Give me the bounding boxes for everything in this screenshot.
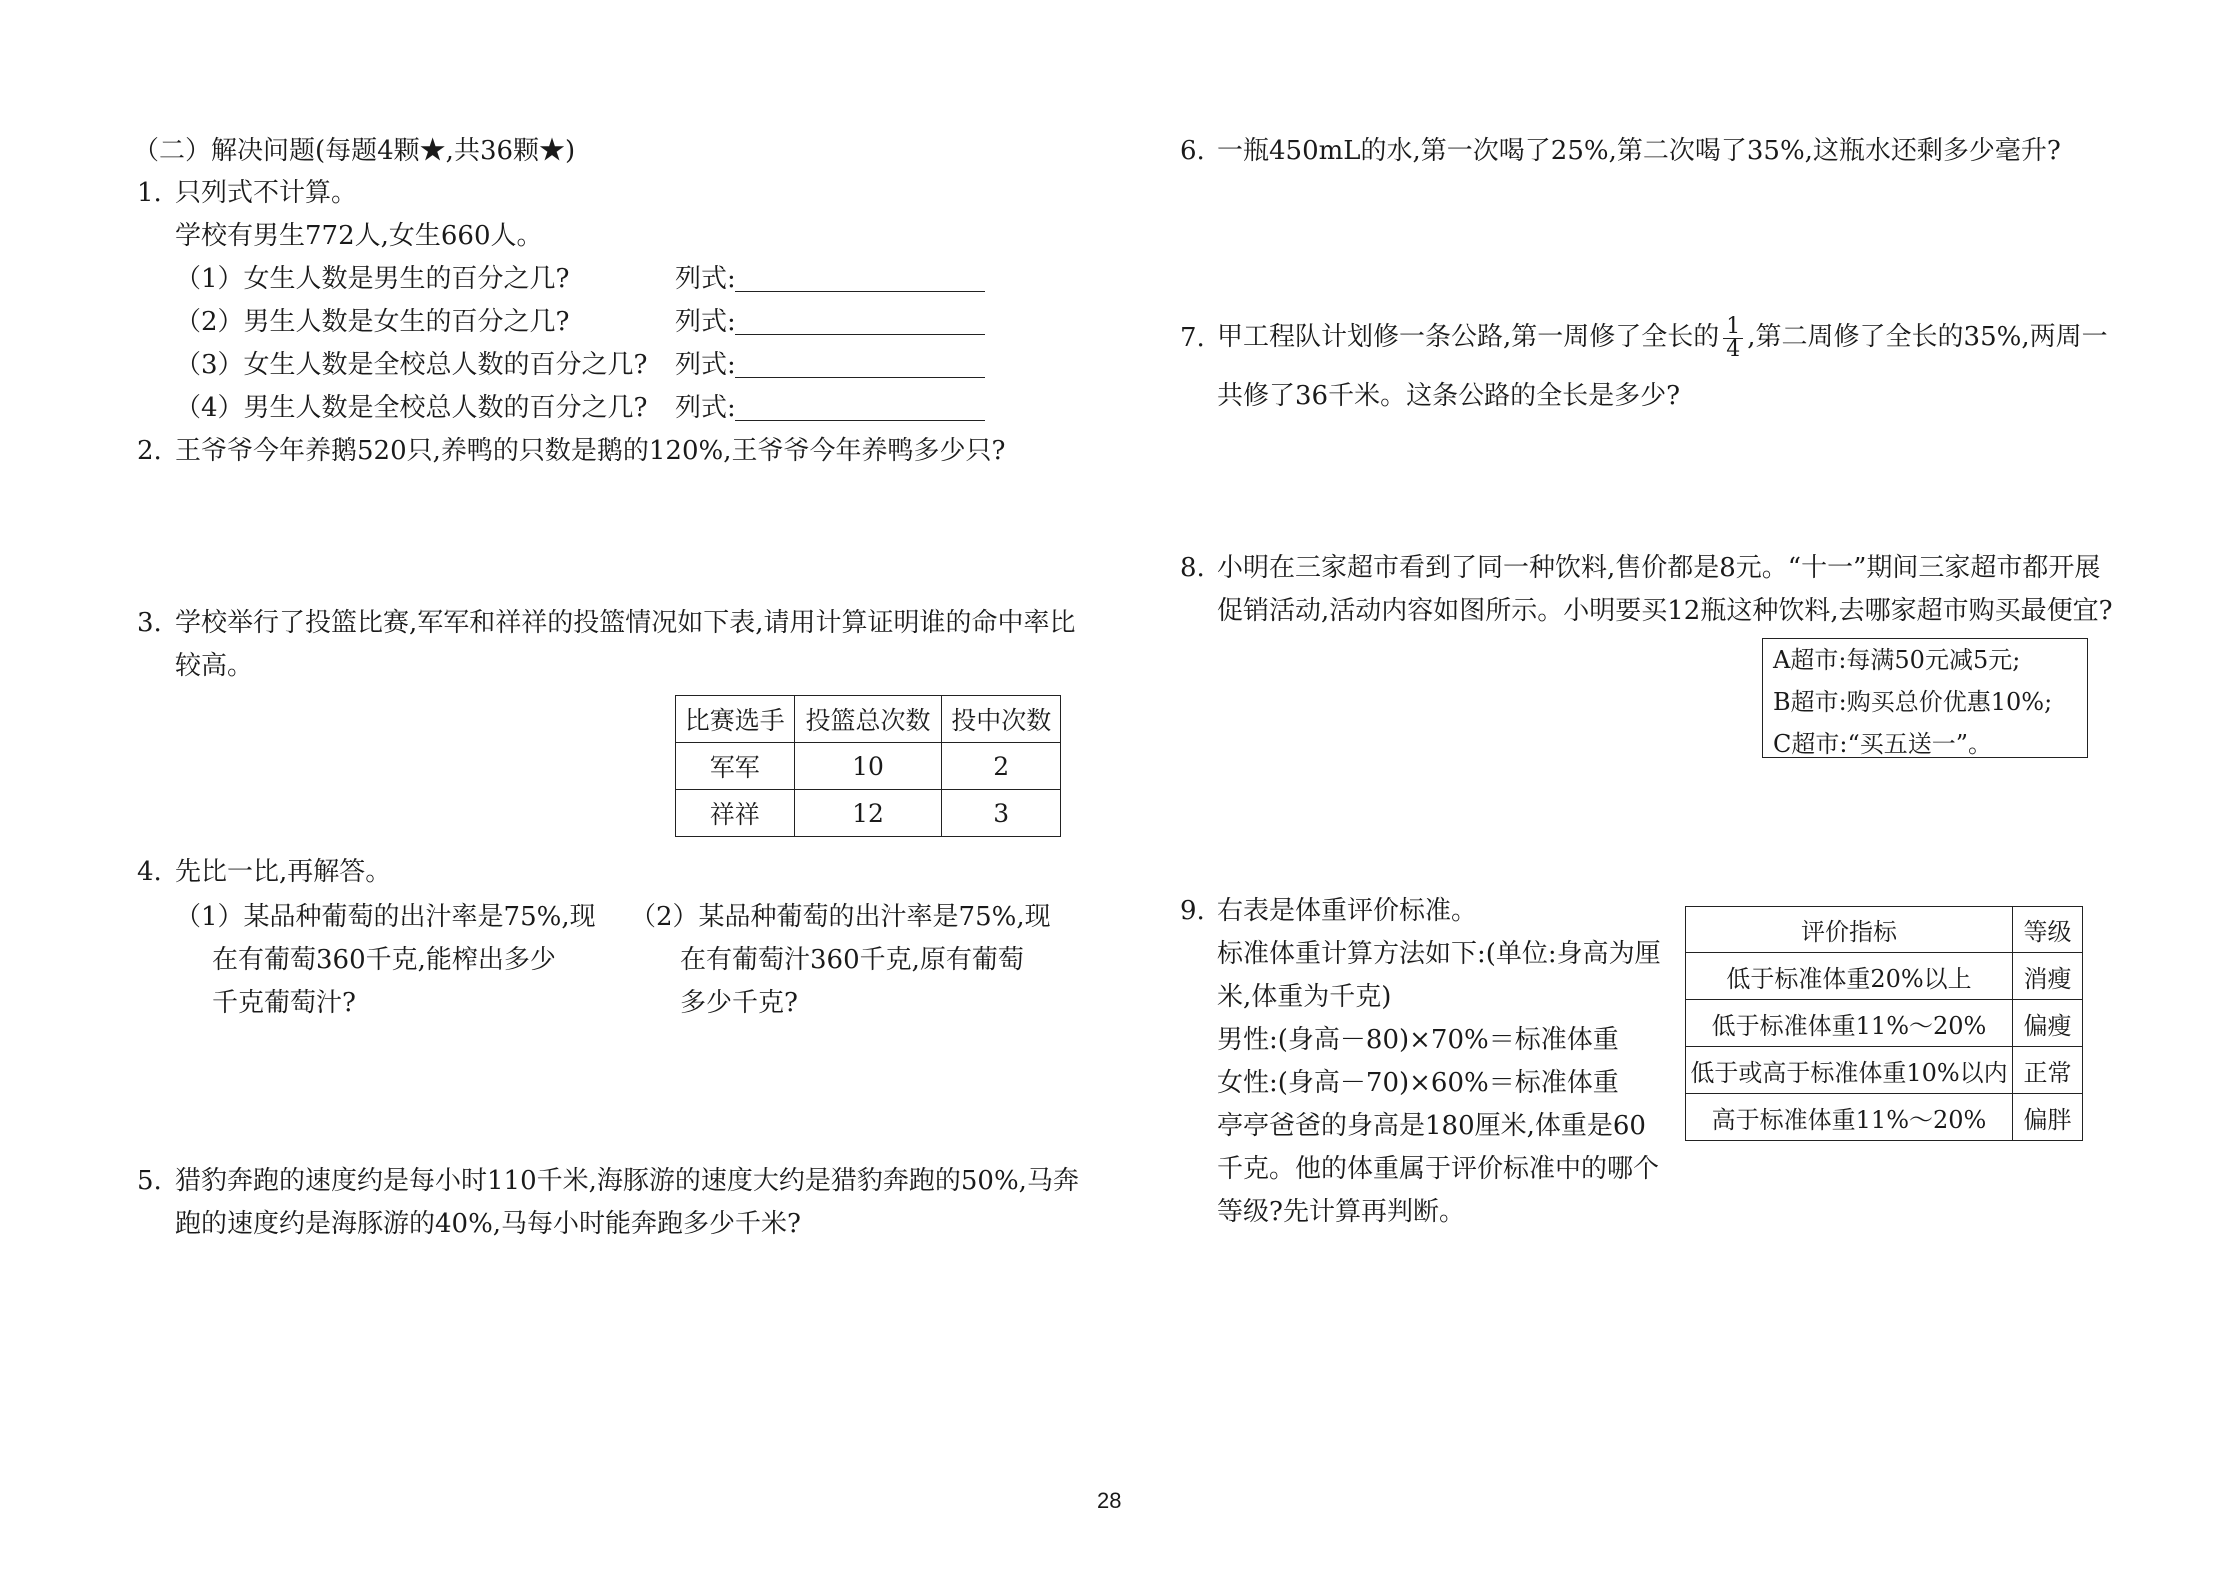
q7-number: 7. — [1180, 323, 1205, 353]
q4-part-2-line3: 多少千克? — [680, 988, 798, 1018]
q5-text-line1: 猎豹奔跑的速度约是每小时110千米,海豚游的速度大约是猎豹奔跑的50%,马奔 — [175, 1166, 1079, 1196]
q4-part-1-line3: 千克葡萄汁? — [212, 988, 356, 1018]
q1-part-2-answer-line[interactable] — [735, 334, 985, 335]
q4-part-2-line2: 在有葡萄汁360千克,原有葡萄 — [680, 945, 1024, 975]
q6-number: 6. — [1180, 136, 1205, 166]
q4-part-2-line1: （2）某品种葡萄的出汁率是75%,现 — [630, 902, 1051, 932]
promotion-c: C超市:“买五送一”。 — [1773, 730, 1992, 758]
q1-part-3-label: 列式: — [675, 350, 736, 380]
table-cell: 偏瘦 — [2013, 1000, 2083, 1047]
table-row — [676, 790, 1061, 837]
fraction-numerator: 1 — [1723, 316, 1743, 339]
table-cell: 偏胖 — [2013, 1094, 2083, 1141]
weight-standard-table — [1685, 906, 2083, 1141]
table-header: 比赛选手 — [676, 696, 795, 743]
q9-text-line3: 米,体重为千克) — [1217, 982, 1392, 1012]
table-cell: 低于标准体重11%～20% — [1686, 1000, 2013, 1047]
q9-text-line5: 女性:(身高－70)×60%＝标准体重 — [1217, 1068, 1619, 1098]
q9-text-line7: 千克。他的体重属于评价标准中的哪个 — [1217, 1154, 1660, 1184]
q9-text-line2: 标准体重计算方法如下:(单位:身高为厘 — [1217, 939, 1661, 969]
promotion-b: B超市:购买总价优惠10%; — [1773, 688, 2053, 716]
q7-text-line2: 共修了36千米。这条公路的全长是多少? — [1217, 381, 1681, 411]
q5-text-line2: 跑的速度约是海豚游的40%,马每小时能奔跑多少千米? — [175, 1209, 801, 1239]
q1-text: 只列式不计算。 — [175, 178, 358, 208]
promotion-a: A超市:每满50元减5元; — [1773, 646, 2021, 674]
page-number: 28 — [1097, 1488, 1122, 1513]
q7-text-post: ,第二周修了全长的35%,两周一 — [1747, 322, 2108, 352]
q1-number: 1. — [137, 178, 162, 208]
q1-part-1: （1）女生人数是男生的百分之几? — [175, 264, 570, 294]
table-cell: 消瘦 — [2013, 953, 2083, 1000]
q1-part-1-answer-line[interactable] — [735, 291, 985, 292]
q4-number: 4. — [137, 857, 162, 887]
table-cell: 正常 — [2013, 1047, 2083, 1094]
table-cell: 军军 — [676, 743, 795, 790]
q4-part-1-line1: （1）某品种葡萄的出汁率是75%,现 — [175, 902, 596, 932]
table-cell: 12 — [794, 790, 942, 837]
q1-part-3: （3）女生人数是全校总人数的百分之几? — [175, 350, 648, 380]
table-cell: 低于或高于标准体重10%以内 — [1686, 1047, 2013, 1094]
q3-text-line2: 较高。 — [175, 651, 254, 681]
fraction — [1723, 313, 1743, 362]
table-row — [1686, 1094, 2083, 1141]
table-cell: 10 — [794, 743, 942, 790]
table-cell: 2 — [942, 743, 1061, 790]
q1-part-2: （2）男生人数是女生的百分之几? — [175, 307, 570, 337]
q4-part-1-line2: 在有葡萄360千克,能榨出多少 — [212, 945, 556, 975]
q9-text-line4: 男性:(身高－80)×70%＝标准体重 — [1217, 1025, 1619, 1055]
q9-text-line6: 亭亭爸爸的身高是180厘米,体重是60 — [1217, 1111, 1646, 1141]
table-row — [1686, 1047, 2083, 1094]
q1-part-4: （4）男生人数是全校总人数的百分之几? — [175, 393, 648, 423]
table-row — [1686, 1000, 2083, 1047]
promotion-box — [1762, 638, 2088, 758]
q1-part-2-label: 列式: — [675, 307, 736, 337]
table-header: 评价指标 — [1686, 907, 2013, 953]
q8-text-line2: 促销活动,活动内容如图所示。小明要买12瓶这种饮料,去哪家超市购买最便宜? — [1217, 596, 2113, 626]
q3-text-line1: 学校举行了投篮比赛,军军和祥祥的投篮情况如下表,请用计算证明谁的命中率比 — [175, 608, 1076, 638]
table-cell: 3 — [942, 790, 1061, 837]
q9-text-line8: 等级?先计算再判断。 — [1217, 1197, 1465, 1227]
section-title: （二）解决问题(每题4颗★,共36颗★) — [133, 136, 576, 166]
q1-context: 学校有男生772人,女生660人。 — [175, 221, 543, 251]
q2-number: 2. — [137, 436, 162, 466]
shooting-table — [675, 695, 1061, 837]
q3-number: 3. — [137, 608, 162, 638]
q1-part-4-label: 列式: — [675, 393, 736, 423]
q8-text-line1: 小明在三家超市看到了同一种饮料,售价都是8元。“十一”期间三家超市都开展 — [1217, 553, 2101, 583]
q4-text: 先比一比,再解答。 — [175, 857, 392, 887]
table-header: 等级 — [2013, 907, 2083, 953]
fraction-denominator: 4 — [1726, 336, 1741, 362]
q9-text-line1: 右表是体重评价标准。 — [1217, 896, 1478, 926]
q1-part-1-label: 列式: — [675, 264, 736, 294]
q7-text-pre: 甲工程队计划修一条公路,第一周修了全长的 — [1217, 322, 1720, 352]
q1-part-4-answer-line[interactable] — [735, 420, 985, 421]
table-cell: 低于标准体重20%以上 — [1686, 953, 2013, 1000]
q9-number: 9. — [1180, 896, 1205, 926]
q6-text: 一瓶450mL的水,第一次喝了25%,第二次喝了35%,这瓶水还剩多少毫升? — [1217, 136, 2061, 166]
q5-number: 5. — [137, 1166, 162, 1196]
table-cell: 高于标准体重11%～20% — [1686, 1094, 2013, 1141]
q8-number: 8. — [1180, 553, 1205, 583]
table-row — [1686, 953, 2083, 1000]
q1-part-3-answer-line[interactable] — [735, 377, 985, 378]
table-row — [676, 743, 1061, 790]
table-cell: 祥祥 — [676, 790, 795, 837]
table-header: 投篮总次数 — [794, 696, 942, 743]
table-header: 投中次数 — [942, 696, 1061, 743]
q7-text-line1 — [1217, 312, 2108, 362]
q2-text: 王爷爷今年养鹅520只,养鸭的只数是鹅的120%,王爷爷今年养鸭多少只? — [175, 436, 1006, 466]
